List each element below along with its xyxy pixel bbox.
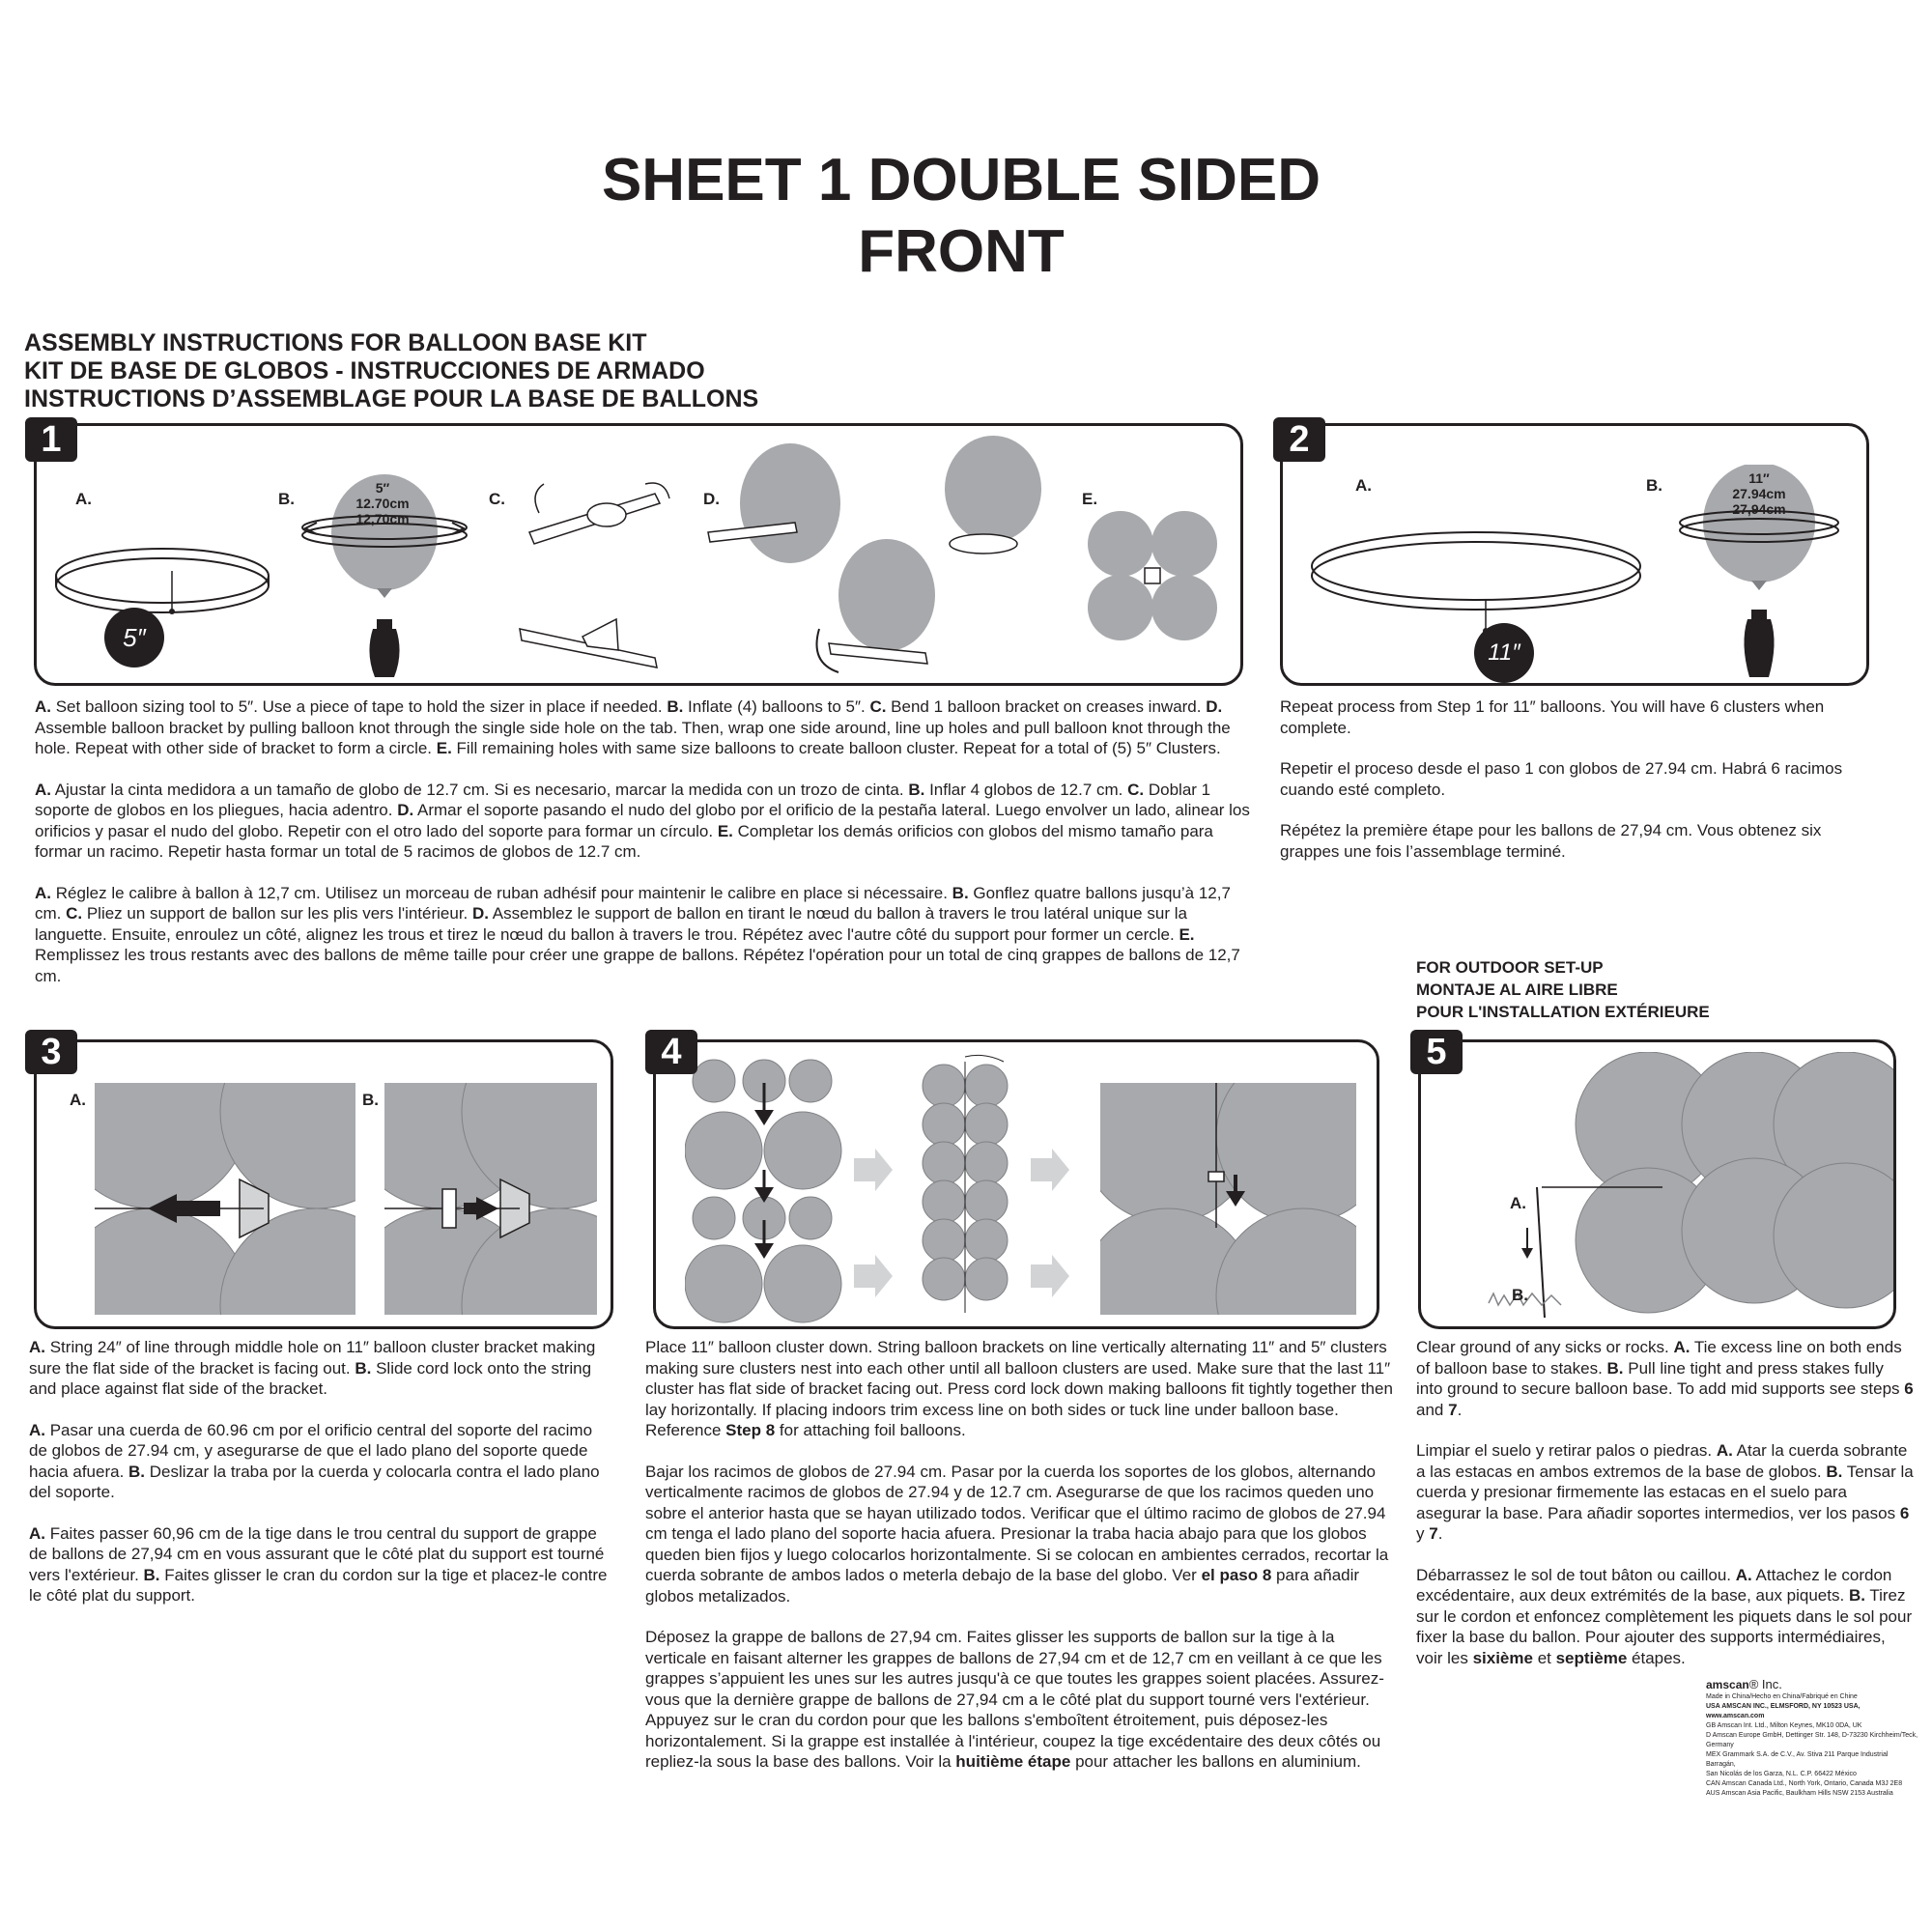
step3-number-badge: 3: [25, 1030, 77, 1074]
bracket-assembly-illustration: [703, 436, 1070, 682]
alternating-clusters-illustration: [685, 1054, 844, 1324]
step4-instructions: [645, 1337, 1394, 1793]
step2-instructions: [1280, 696, 1869, 882]
process-arrows-right: [1031, 1149, 1069, 1303]
step5-panel: [1418, 1039, 1896, 1329]
step2-text-english: Repeat process from Step 1 for 11″ balloons. You will have 6 clusters when complete.: [1280, 697, 1825, 737]
step1-label-d: D.: [703, 490, 720, 508]
step3-label-b: B.: [362, 1091, 379, 1109]
string-through-bracket-illustration: [95, 1083, 355, 1315]
size-text-5: 5″ 12.70cm 12,70cm: [355, 480, 410, 526]
manufacturer-credits: amscan® Inc. Made in China/Hecho en China/Fabriqué en Chine USA AMSCAN INC., ELMSFORD, NY 10523 USA, www.amscan.com GB Amscan Int. Ltd., Milton Keynes, MK10 0DA, UK D Amscan Europe GmbH, Dettinger Str. 148, D-73230 Kirchheim/Teck, Germany MEX Grammark S.A. de C.V., Av. Stiva 211 Parque Industrial Barragán, San Nicolás de los Garza, N.L. C.P. 66422 México CAN Amscan Canada Ltd., North York, Ontario, Canada M3J 2E8 AUS Amscan Asia Pacific, Baulkham Hills NSW 2153 Australia: [1706, 1677, 1918, 1797]
press-cord-lock-illustration: [1100, 1083, 1356, 1315]
sizer-ring-illustration: [46, 503, 278, 677]
sheet-title-line1: SHEET 1 DOUBLE SIDED: [601, 147, 1321, 213]
step5-label-a: A.: [1510, 1194, 1526, 1212]
step5-text-english: Clear ground of any sicks or rocks. A. Tie excess line on both ends of balloon base to stakes. B. Pull line tight and press stakes fully into ground to secure balloon base. To add mid supports see steps 6 and 7.: [1416, 1338, 1914, 1419]
stacked-column-illustration: [907, 1052, 1023, 1327]
step5-instructions: [1416, 1337, 1914, 1689]
size-badge-5: 5″: [104, 608, 164, 668]
step4-panel: [653, 1039, 1379, 1329]
step3-instructions: [29, 1337, 613, 1627]
step1-label-e: E.: [1082, 490, 1098, 508]
step5-text-french: Débarrassez le sol de tout bâton ou caillou. A. Attachez le cordon excédentaire, aux deux extrémités de la base, aux piquets. B. Tirez sur le cordon et enfoncez complètement les piquets dans le sol pour fixer la base du ballon. Pour ajouter des supports intermédiaires, voir les sixième et septième étapes.: [1416, 1565, 1913, 1667]
step2-number-badge: 2: [1273, 417, 1325, 462]
process-arrows-left: [854, 1149, 893, 1303]
step2-panel: [1280, 423, 1869, 686]
step4-text-english: Place 11″ balloon cluster down. String balloon brackets on line vertically alternating 11″ and 5″ clusters making sure clusters nest into each other until all balloon clusters are used. Make sure that the last 11″ cluster has flat side of bracket facing out. Press cord lock down making balloons fit tightly together then lay horizontally. If placing indoors trim excess line on both sides or tuck line under balloon base. Reference Step 8 for attaching foil balloons.: [645, 1338, 1393, 1439]
bracket-bend-illustration: [510, 474, 694, 682]
step1-panel: [34, 423, 1243, 686]
step4-text-spanish: Bajar los racimos de globos de 27.94 cm. Pasar por la cuerda los soportes de los globos, alternando verticalmente racimos de globos de 27.94 y de 12.7 cm. Asegurarse de que los racimos queden uno sobre el anterior hasta que se hayan utilizado todos. Verificar que el último racimo de globos de 27.94 cm tenga el lado plano del soporte hacia afuera. Presionar la traba hacia abajo para que los globos queden bien fijos y luego colocarlos horizontalmente. Si se colocan en ambientes cerrados, recortar la cuerda sobrante de ambos lados o meterla debajo de la base del globo. Ver el paso 8 para añadir globos metalizados.: [645, 1462, 1389, 1605]
step5-text-spanish: Limpiar el suelo y retirar palos o piedras. A. Atar la cuerda sobrante a las estacas en ambos extremos de la base de globos. B. Tensar la cuerda y presionar firmemente las estacas en el suelo para asegurar la base. Para añadir soportes intermedios, ver los pasos 6 y 7.: [1416, 1441, 1914, 1543]
cord-lock-illustration: [384, 1083, 597, 1315]
amscan-logo: amscan® Inc.: [1706, 1677, 1782, 1691]
step2-label-a: A.: [1355, 476, 1372, 495]
step2-label-b: B.: [1646, 476, 1662, 495]
step3-text-spanish: A. Pasar una cuerda de 60.96 cm por el orificio central del soporte del racimo de globos de 27.94 cm, y asegurarse de que el lado plano del soporte quede hacia afuera. B. Deslizar la traba por la cuerda y colocarla contra el lado plano del soporte.: [29, 1420, 600, 1501]
heading-english: ASSEMBLY INSTRUCTIONS FOR BALLOON BASE KIT: [24, 329, 647, 356]
size-badge-11: 11″: [1474, 623, 1534, 683]
sheet-title-line2: FRONT: [858, 218, 1065, 285]
outdoor-stakes-illustration: [1440, 1052, 1894, 1327]
step1-text-french: A. Réglez le calibre à ballon à 12,7 cm. Utilisez un morceau de ruban adhésif pour maintenir le calibre en place si nécessaire. B. Gonflez quatre ballons jusqu’à 12,7 cm. C. Pliez un support de ballon sur les plis vers l'intérieur. D. Assemblez le support de ballon en tirant le nœud du ballon à travers le trou latéral unique sur la languette. Ensuite, enroulez un côté, alignez les trous et tirez le nœud du ballon à travers le trou. Répétez avec l'autre côté du support pour former un cercle. E. Remplissez les trous restants avec des ballons de même taille pour créer une grappe de ballons. Répétez l'opération pour un total de cinq grappes de ballons de 12,7 cm.: [35, 883, 1240, 985]
step4-text-french: Déposez la grappe de ballons de 27,94 cm. Faites glisser les supports de ballon sur la tige à la verticale en faisant alterner les grappes de ballons de 27,94 cm et de 12,7 cm en veillant à ce que les grappes s’appuient les unes sur les autres jusqu'à ce que toutes les grappes soient placées. Assurez-vous que la dernière grappe de ballons de 27,94 cm a le côté plat du support tourné vers l'extérieur. Appuyez sur le cran du cordon pour que les ballons s'emboîtent étroitement, puis déposez-les horizontalement. Si la grappe est installée à l'intérieur, coupez la tige excédentaire des deux côtés ou repliez-la sous la base des ballons. Voir la huitième étape pour attacher les ballons en aluminium.: [645, 1628, 1384, 1771]
step1-instructions: [35, 696, 1252, 1007]
step3-text-french: A. Faites passer 60,96 cm de la tige dans le trou central du support de grappe de ballons de 27,94 cm en vous assurant que le côté plat du support est tourné vers l'extérieur. B. Faites glisser le cran du cordon sur la tige et placez-le contre le côté plat du support.: [29, 1523, 608, 1605]
step1-label-a: A.: [75, 490, 92, 508]
four-balloon-cluster-illustration: [1085, 508, 1220, 643]
step1-number-badge: 1: [25, 417, 77, 462]
step1-label-c: C.: [489, 490, 505, 508]
step5-number-badge: 5: [1410, 1030, 1463, 1074]
heading-french: INSTRUCTIONS D’ASSEMBLAGE POUR LA BASE DE BALLONS: [24, 385, 759, 412]
step2-text-spanish: Repetir el proceso desde el paso 1 con globos de 27.94 cm. Habrá 6 racimos cuando esté completo.: [1280, 759, 1843, 799]
step1-text-spanish: A. Ajustar la cinta medidora a un tamaño de globo de 12.7 cm. Si es necesario, marcar la medida con un trozo de cinta. B. Inflar 4 globos de 12.7 cm. C. Doblar 1 soporte de globos en los pliegues, hacia adentro. D. Armar el soporte pasando el nudo del globo por el orificio de la pestaña lateral. Luego envolver un lado, alinear los orificios y pasar el nudo del globo. Repetir con el otro lado del soporte para formar un círculo. E. Completar los demás orificios con globos del mismo tamaño para formar un racimo. Repetir hasta formar un total de 5 racimos de globos de 12.7 cm.: [35, 780, 1250, 861]
step3-text-english: A. String 24″ of line through middle hole on 11″ balloon cluster bracket making sure the flat side of the bracket is facing out. B. Slide cord lock onto the string and place against flat side of the bracket.: [29, 1338, 596, 1398]
size-text-11: 11″ 27.94cm 27,94cm: [1732, 470, 1786, 517]
step1-label-b: B.: [278, 490, 295, 508]
outdoor-setup-heading: FOR OUTDOOR SET-UP MONTAJE AL AIRE LIBRE POUR L'INSTALLATION EXTÉRIEURE: [1416, 958, 1710, 1021]
step5-label-b: B.: [1512, 1286, 1528, 1304]
step4-number-badge: 4: [645, 1030, 697, 1074]
step3-panel: [34, 1039, 613, 1329]
step1-text-english: A. Set balloon sizing tool to 5″. Use a piece of tape to hold the sizer in place if needed. B. Inflate (4) balloons to 5″. C. Bend 1 balloon bracket on creases inward. D. Assemble balloon bracket by pulling balloon knot through the single side hole on the tab. Then, wrap one side around, line up holes and pull balloon knot through the hole. Repeat with other side of bracket to form a circle. E. Fill remaining holes with same size balloons to create balloon cluster. Repeat for a total of (5) 5″ Clusters.: [35, 697, 1231, 757]
heading-spanish: KIT DE BASE DE GLOBOS - INSTRUCCIONES DE ARMADO: [24, 357, 705, 384]
step2-text-french: Répétez la première étape pour les ballons de 27,94 cm. Vous obtenez six grappes une fois l’assemblage terminé.: [1280, 821, 1822, 861]
step3-label-a: A.: [70, 1091, 86, 1109]
